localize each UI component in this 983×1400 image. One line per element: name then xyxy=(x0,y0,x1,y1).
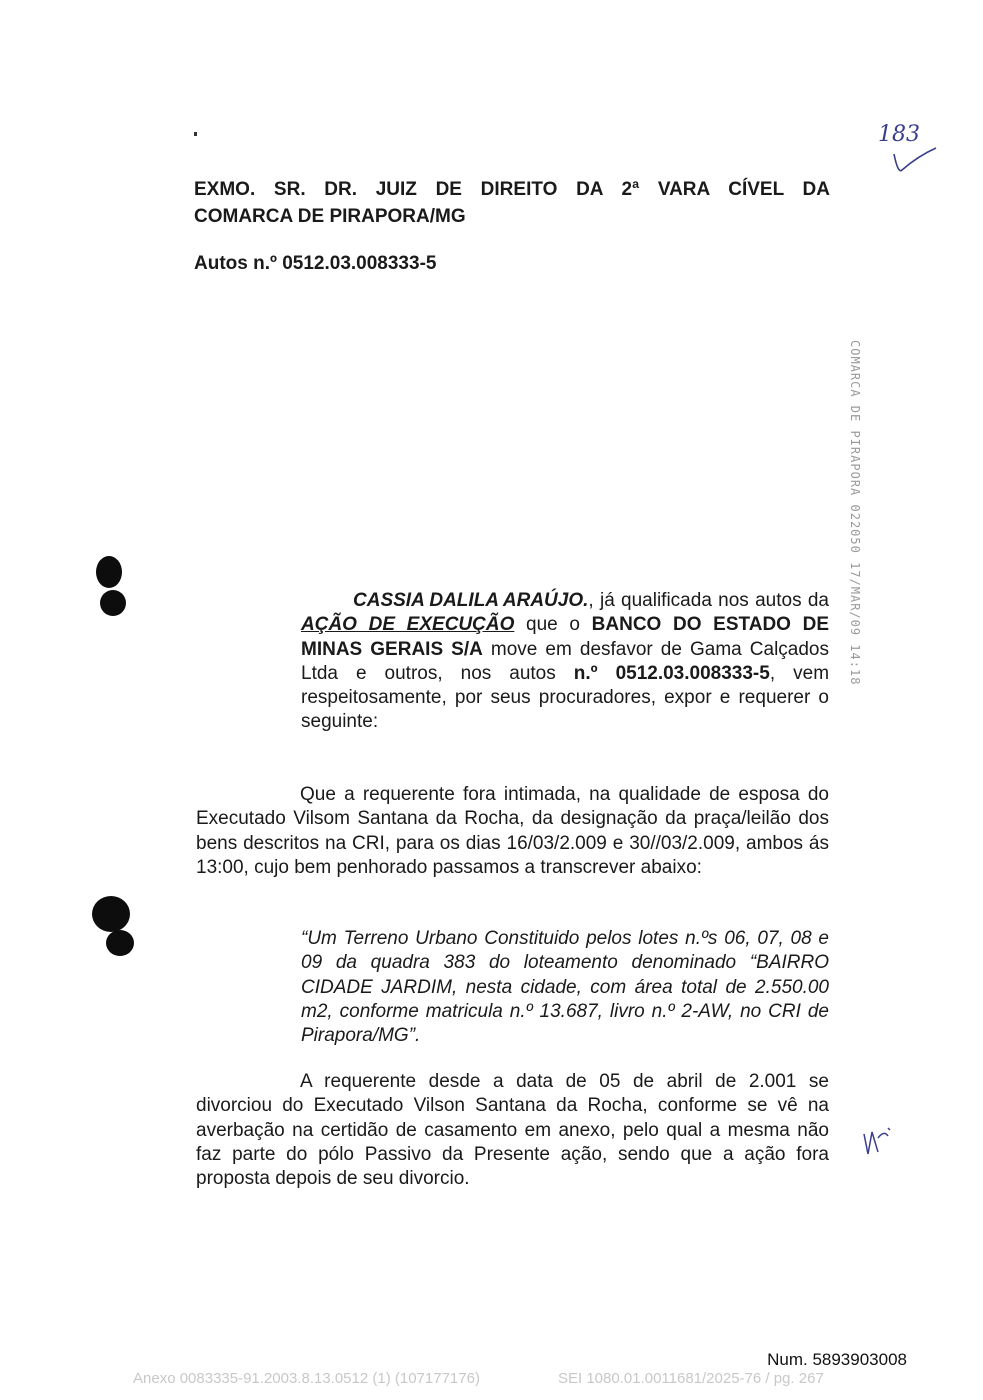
intro-text-2: que o xyxy=(514,614,592,636)
summons-paragraph: Que a requerente fora intimada, na qualidade de esposa do Executado Vilsom Santana da Rocha, da designação da praça/leilão dos bens descritos na CRI, para os dias 16/03/2.009 e 30//03/2.009, ambos ás 13:00, cujo bem penhorado passamos a transcrever abaixo: xyxy=(196,784,829,878)
bank-name: BANCO DO ESTADO DE MINAS GERAIS S/A xyxy=(301,614,830,660)
footer-sei-reference: SEI 1080.01.0011681/2025-76 / pg. 267 xyxy=(558,1370,824,1387)
court-header-line1: EXMO. SR. DR. JUIZ DE DIREITO DA 2ª VARA CÍVEL DA xyxy=(194,179,830,200)
handwritten-page-number: 183 xyxy=(878,122,920,147)
court-header-line2: COMARCA DE PIRAPORA/MG xyxy=(194,206,466,227)
property-description-quote: “Um Terreno Urbano Constituido pelos lotes n.ºs 06, 07, 08 e 09 da quadra 383 do loteamento denominado “BAIRRO CIDADE JARDIM, nesta cidade, com área total de 2.550.00 m2, conforme matricula n.º 13.687, livro n.º 2-AW, no CRI de Pirapora/MG”. xyxy=(301,928,829,1047)
divorce-paragraph: A requerente desde a data de 05 de abril de 2.001 se divorciou do Executado Vilson Santana da Rocha, conforme se vê na averbação na certidão de casamento em anexo, pelo qual a mesma não faz parte do pólo Passivo da Presente ação, sendo que a ação fora proposta depois de seu divorcio. xyxy=(196,1071,829,1190)
court-header xyxy=(194,176,830,230)
document-number: Num. 5893903008 xyxy=(767,1350,907,1369)
case-number-inline: n.º 0512.03.008333-5 xyxy=(573,662,770,684)
petitioner-name: CASSIA DALILA ARAÚJO. xyxy=(353,590,589,611)
handwritten-check-mark xyxy=(890,144,940,178)
intro-text-3: move em desfavor de Gama Calçados Ltda e outros, nos autos xyxy=(301,638,829,684)
action-title: AÇÃO DE EXECUÇÃO xyxy=(301,614,515,636)
intro-text-1: , já qualificada nos autos da xyxy=(588,590,829,611)
stray-mark xyxy=(194,132,197,136)
intro-text-4: , vem respeitosamente, por seus procuradores, expor e requerer o seguinte: xyxy=(301,662,830,733)
binder-hole-mark xyxy=(96,556,122,588)
binder-hole-mark xyxy=(100,590,126,616)
handwritten-initial-mark xyxy=(858,1124,894,1158)
binder-hole-mark xyxy=(106,930,134,956)
binder-hole-mark xyxy=(92,896,130,932)
petition-intro-paragraph xyxy=(301,589,829,735)
case-number: Autos n.º 0512.03.008333-5 xyxy=(194,253,437,274)
footer-annex-reference: Anexo 0083335-91.2003.8.13.0512 (1) (107177176) xyxy=(133,1370,480,1387)
protocol-stamp: COMARCA DE PIRAPORA 022050 17/MAR/09 14:18 xyxy=(848,340,862,686)
